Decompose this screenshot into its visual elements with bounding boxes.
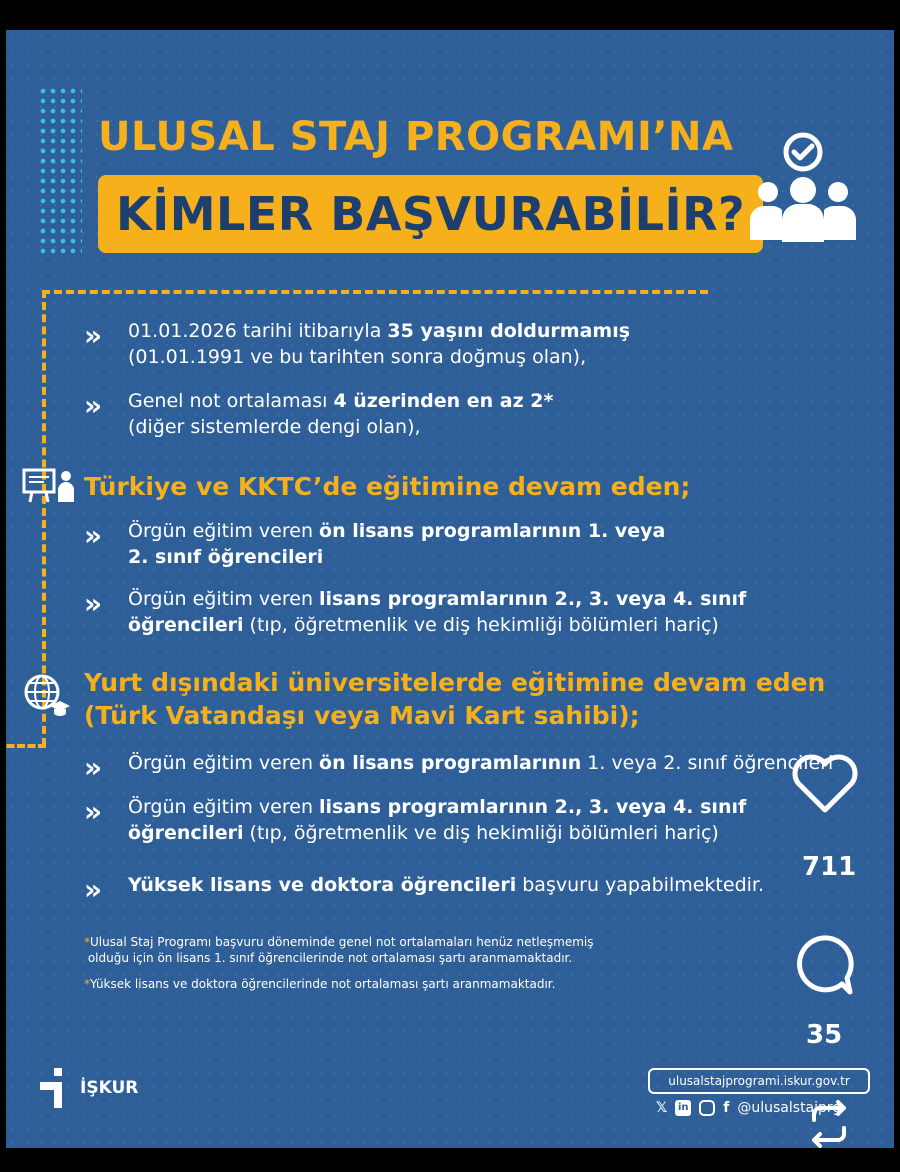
decorative-dot-grid xyxy=(38,86,82,256)
turkey-item-associate-bold2: 2. sınıf öğrencileri xyxy=(128,546,324,569)
top-letterbox xyxy=(0,0,900,30)
requirement-gpa-text: Genel not ortalaması xyxy=(128,390,334,412)
abroad-item-bachelor-text: Örgün eğitim veren xyxy=(128,796,320,818)
iskur-logo xyxy=(40,1068,138,1108)
section-abroad-heading-line2: (Türk Vatandaşı veya Mavi Kart sahibi); xyxy=(84,701,640,730)
turkey-item-associate xyxy=(84,518,665,570)
requirement-age-text: 01.01.2026 tarihi itibarıyla xyxy=(128,320,388,342)
social-handle: @ulusalstajprg xyxy=(737,1100,842,1116)
footnote-gpa xyxy=(84,934,594,966)
chevron-icon: » xyxy=(84,751,103,784)
abroad-item-bachelor-exclusion: (tıp, öğretmenlik ve diş hekimliği bölümleri hariç) xyxy=(243,822,719,845)
globe-graduation-icon xyxy=(22,672,72,716)
comment-count: 35 xyxy=(806,1020,843,1050)
heart-icon[interactable] xyxy=(790,752,860,816)
dashed-frame-bottom xyxy=(6,744,46,748)
presentation-icon xyxy=(22,468,78,504)
website-url[interactable]: ulusalstajprogrami.iskur.gov.tr xyxy=(648,1068,870,1094)
requirement-age-detail: (01.01.1991 ve bu tarihten sonra doğmuş olan), xyxy=(128,346,587,369)
footnote-graduate xyxy=(84,976,555,992)
turkey-item-bachelor xyxy=(84,586,746,638)
facebook-icon[interactable]: f xyxy=(723,1100,730,1116)
footnote-graduate-line1: Yüksek lisans ve doktora öğrencilerinde not ortalaması şartı aranmamaktadır. xyxy=(90,977,556,991)
abroad-item-associate xyxy=(84,750,833,782)
requirement-gpa-detail: (diğer sistemlerde dengi olan), xyxy=(128,416,421,439)
requirement-age xyxy=(84,318,630,370)
turkey-item-bachelor-exclusion: (tıp, öğretmenlik ve diş hekimliği bölümleri hariç) xyxy=(243,614,719,637)
instagram-icon[interactable] xyxy=(699,1100,715,1116)
footnote-asterisk: * xyxy=(84,935,90,949)
repost-icon[interactable] xyxy=(804,1100,854,1148)
turkey-item-bachelor-bold: lisans programlarının 2., 3. veya 4. sınıf xyxy=(319,588,747,610)
abroad-item-bachelor-bold2: öğrencileri xyxy=(128,822,244,845)
abroad-item-graduate-tail: başvuru yapabilmektedir. xyxy=(516,874,765,896)
footnote-gpa-line2: olduğu için ön lisans 1. sınıf öğrencilerinde not ortalaması şartı aranmamaktadır. xyxy=(87,951,573,966)
requirement-age-bold: 35 yaşını doldurmamış xyxy=(387,320,631,342)
turkey-item-associate-text: Örgün eğitim veren xyxy=(128,520,320,542)
abroad-item-graduate xyxy=(84,872,764,904)
requirement-gpa xyxy=(84,388,553,440)
turkey-item-bachelor-bold2: öğrencileri xyxy=(128,614,244,637)
abroad-item-associate-text: Örgün eğitim veren xyxy=(128,752,320,774)
poster-title-line1: ULUSAL STAJ PROGRAMI’NA xyxy=(98,114,734,160)
bottom-letterbox xyxy=(0,1148,900,1172)
chevron-icon: » xyxy=(84,519,103,552)
comment-icon[interactable] xyxy=(790,932,856,998)
chevron-icon: » xyxy=(84,587,103,620)
like-count: 711 xyxy=(802,852,857,882)
chevron-icon: » xyxy=(84,873,103,906)
abroad-item-associate-tail: 1. veya 2. sınıf öğrencileri xyxy=(581,752,834,774)
chevron-icon: » xyxy=(84,389,103,422)
x-icon[interactable]: 𝕏 xyxy=(656,1100,668,1116)
poster xyxy=(6,30,894,1148)
iskur-logo-text: İŞKUR xyxy=(80,1078,139,1098)
section-turkey-heading: Türkiye ve KKTC’de eğitimine devam eden; xyxy=(84,472,691,501)
abroad-item-bachelor xyxy=(84,794,746,846)
section-abroad-heading xyxy=(84,666,825,732)
turkey-item-associate-bold: ön lisans programlarının 1. veya xyxy=(319,520,666,542)
poster-title-highlight xyxy=(98,175,763,253)
chevron-icon: » xyxy=(84,319,103,352)
dashed-frame-top xyxy=(42,290,708,294)
iskur-logo-icon xyxy=(40,1068,74,1108)
abroad-item-bachelor-bold: lisans programlarının 2., 3. veya 4. sınıf xyxy=(319,796,747,818)
poster-title-line2: KİMLER BAŞVURABİLİR? xyxy=(116,187,746,241)
abroad-item-graduate-bold: Yüksek lisans ve doktora öğrencileri xyxy=(128,874,517,896)
turkey-item-bachelor-text: Örgün eğitim veren xyxy=(128,588,320,610)
requirement-gpa-bold: 4 üzerinden en az 2* xyxy=(333,390,554,412)
group-check-icon xyxy=(738,130,868,250)
chevron-icon: » xyxy=(84,795,103,828)
abroad-item-associate-bold: ön lisans programlarının xyxy=(319,752,582,774)
footnote-asterisk: * xyxy=(84,977,90,991)
footnote-gpa-line1: Ulusal Staj Programı başvuru döneminde genel not ortalamaları henüz netleşmemiş xyxy=(90,935,594,949)
section-abroad-heading-line1: Yurt dışındaki üniversitelerde eğitimine devam eden xyxy=(84,668,826,697)
linkedin-icon[interactable]: in xyxy=(675,1100,691,1116)
